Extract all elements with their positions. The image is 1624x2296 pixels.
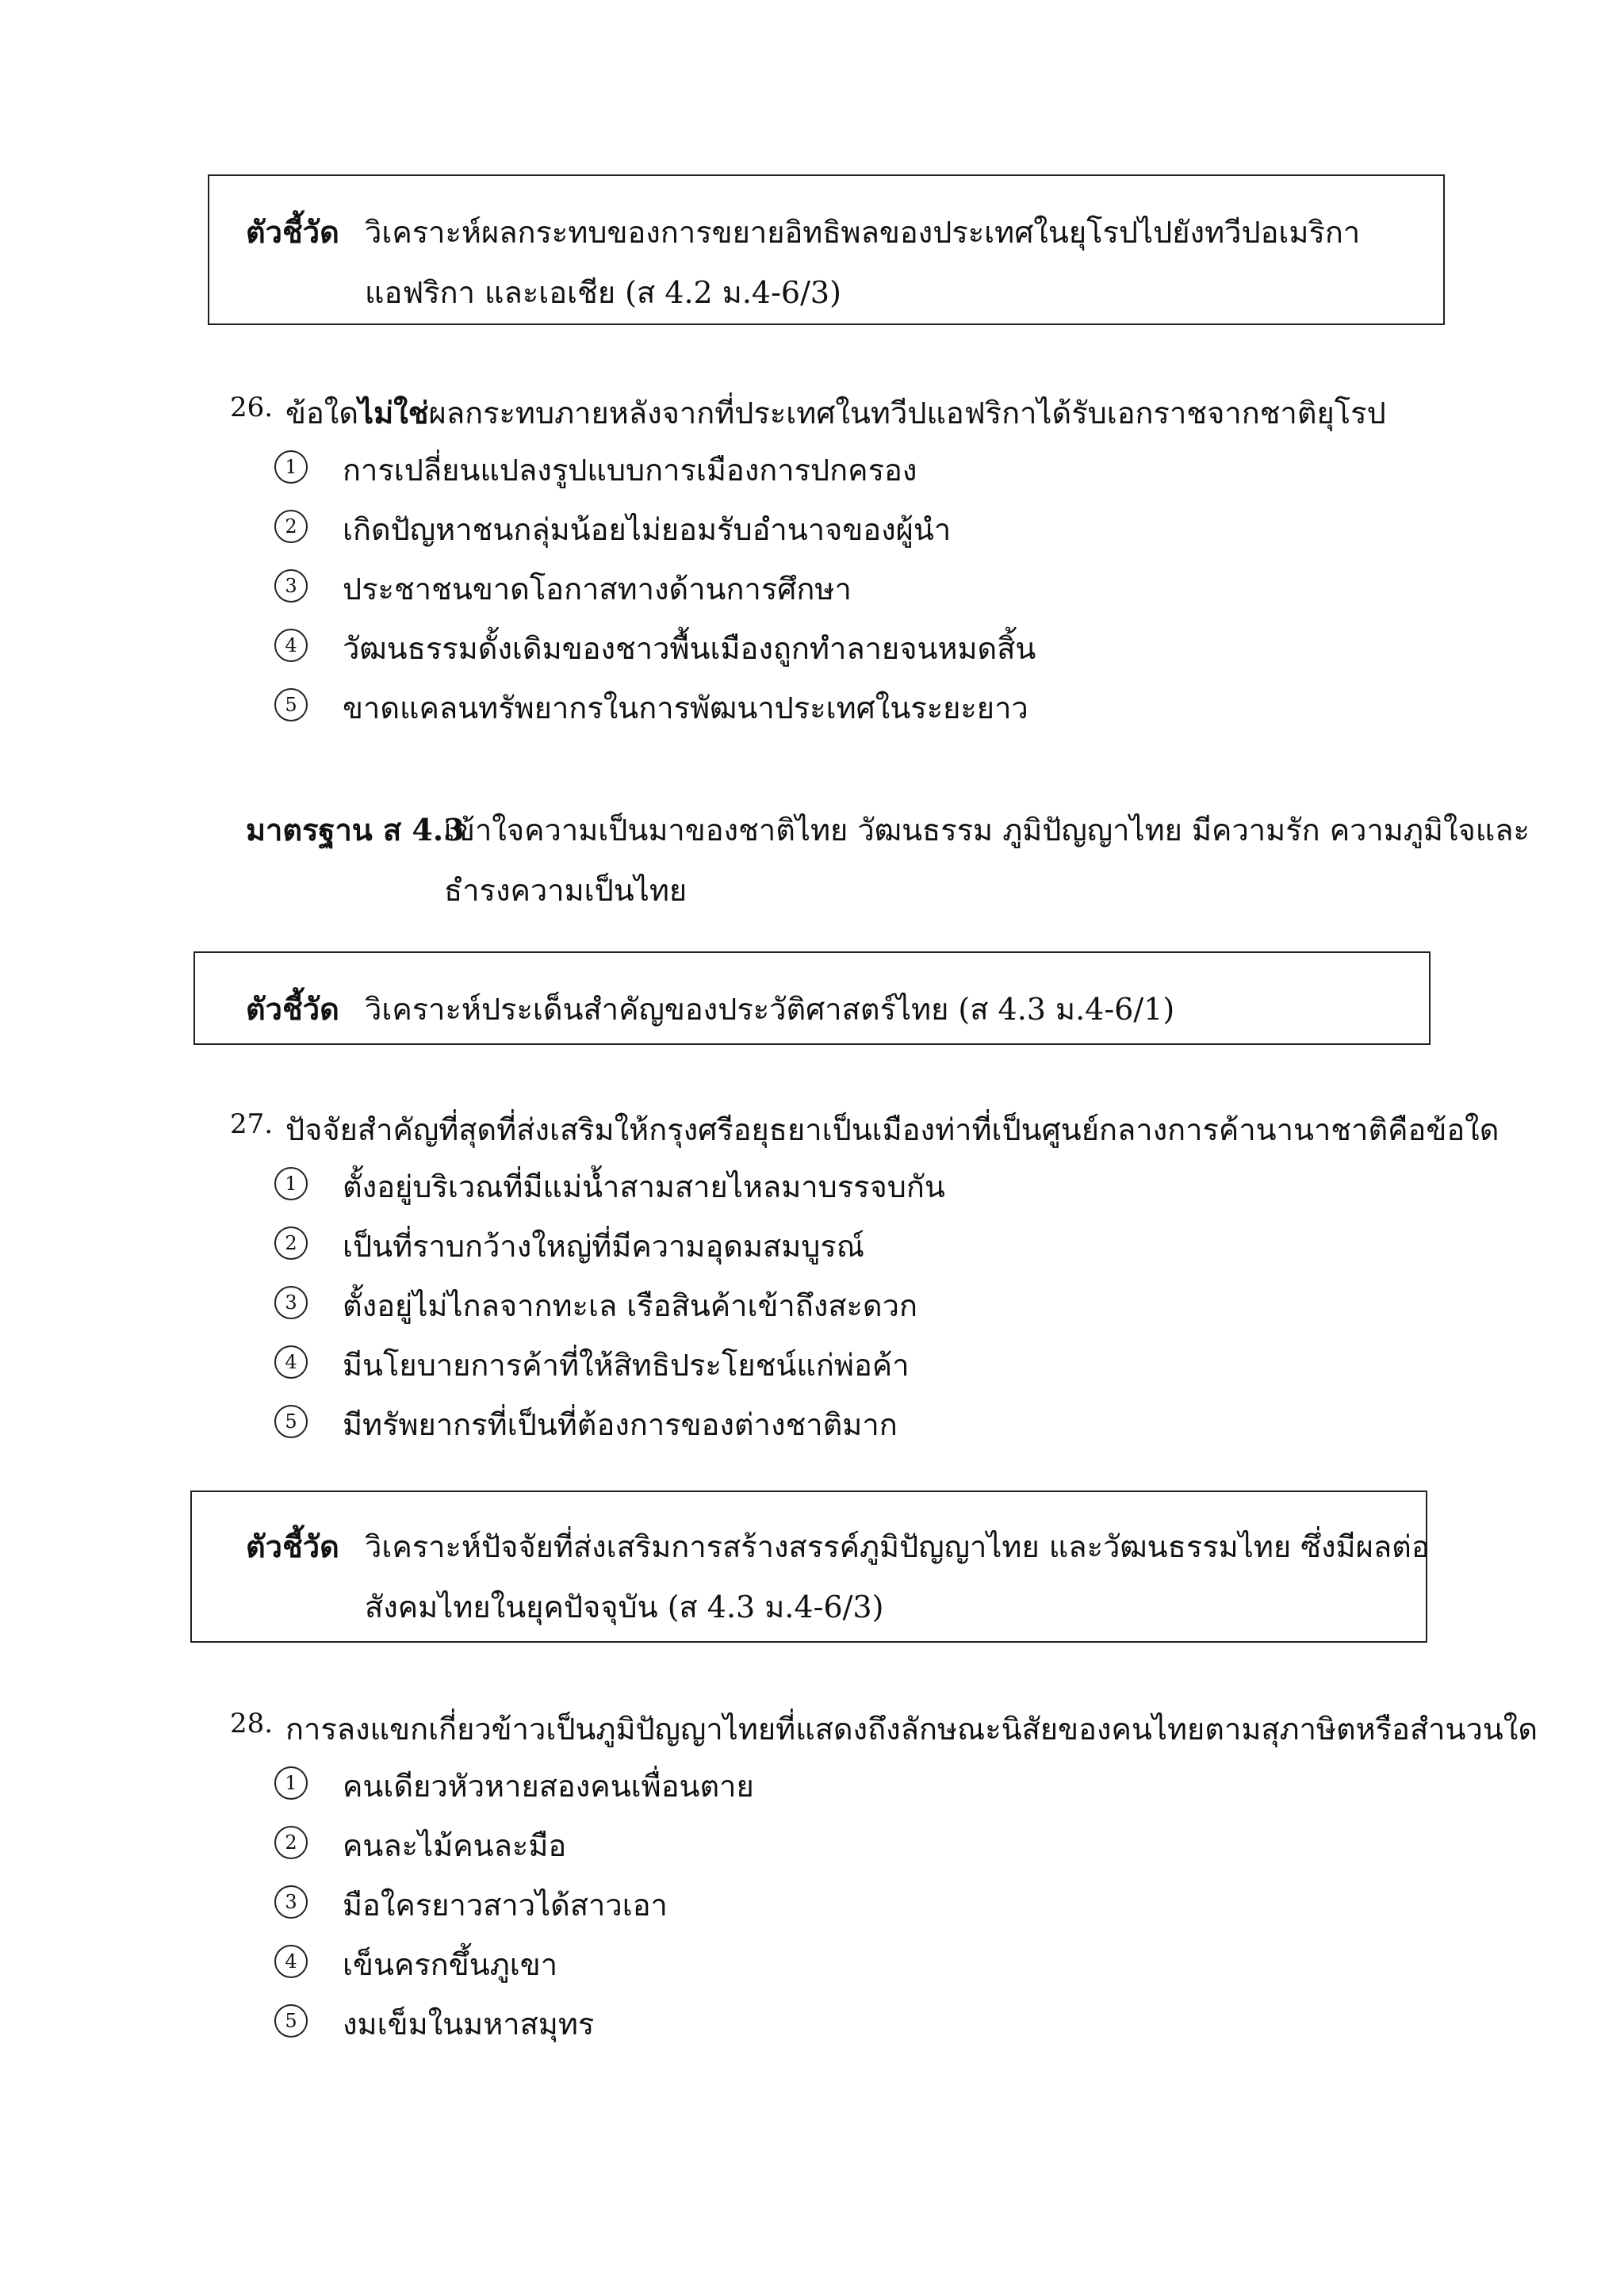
question-number: 26. (230, 392, 274, 423)
option-number-circle[interactable]: 1 (274, 1167, 308, 1200)
indicator-label: ตัวชี้วัด (246, 991, 339, 1027)
option-number-circle[interactable]: 4 (274, 629, 308, 662)
option-number-circle[interactable]: 1 (274, 450, 308, 484)
option-number-circle[interactable]: 5 (274, 1405, 308, 1438)
indicator-label: ตัวชี้วัด (246, 1529, 339, 1564)
option-text[interactable]: วัฒนธรรมดั้งเดิมของชาวพื้นเมืองถูกทำลายจนหมดสิ้น (343, 631, 1036, 666)
option-text[interactable]: มีนโยบายการค้าที่ให้สิทธิประโยชน์แก่พ่อค้า (343, 1348, 910, 1383)
indicator-text: สังคมไทยในยุคปัจจุบัน (ส 4.3 ม.4-6/3) (365, 1590, 884, 1624)
option-text[interactable]: งมเข็มในมหาสมุทร (343, 2007, 595, 2042)
option-number-circle[interactable]: 1 (274, 1766, 308, 1800)
option-text[interactable]: คนเดียวหัวหายสองคนเพื่อนตาย (343, 1769, 754, 1804)
option-number-circle[interactable]: 2 (274, 1226, 308, 1260)
option-text[interactable]: ประชาชนขาดโอกาสทางด้านการศึกษา (343, 572, 852, 607)
option-text[interactable]: มีทรัพยากรที่เป็นที่ต้องการของต่างชาติมาก (343, 1407, 898, 1442)
indicator-text: วิเคราะห์ผลกระทบของการขยายอิทธิพลของประเทศในยุโรปไปยังทวีปอเมริกา (365, 215, 1361, 250)
option-text[interactable]: คนละไม้คนละมือ (343, 1828, 567, 1863)
option-text[interactable]: การเปลี่ยนแปลงรูปแบบการเมืองการปกครอง (343, 453, 917, 488)
indicator-text: แอฟริกา และเอเชีย (ส 4.2 ม.4-6/3) (365, 275, 841, 310)
option-text[interactable]: เกิดปัญหาชนกลุ่มน้อยไม่ยอมรับอำนาจของผู้นำ (343, 512, 952, 547)
option-number-circle[interactable]: 4 (274, 1945, 308, 1978)
option-number-circle[interactable]: 3 (274, 1286, 308, 1319)
option-number-circle[interactable]: 3 (274, 569, 308, 603)
option-text[interactable]: ขาดแคลนทรัพยากรในการพัฒนาประเทศในระยะยาว (343, 691, 1028, 725)
question-text: ข้อใดไม่ใช่ผลกระทบภายหลังจากที่ประเทศในทวีปแอฟริกาได้รับเอกราชจากชาติยุโรป (285, 395, 1386, 430)
emphasis-text: ไม่ใช่ (358, 395, 429, 430)
question-text: ปัจจัยสำคัญที่สุดที่ส่งเสริมให้กรุงศรีอยุธยาเป็นเมืองท่าที่เป็นศูนย์กลางการค้านานาชาติคือข้อใด (285, 1112, 1500, 1147)
option-number-circle[interactable]: 4 (274, 1345, 308, 1379)
indicator-text: วิเคราะห์ปัจจัยที่ส่งเสริมการสร้างสรรค์ภูมิปัญญาไทย และวัฒนธรรมไทย ซึ่งมีผลต่อ (365, 1529, 1430, 1564)
option-number-circle[interactable]: 2 (274, 510, 308, 543)
standard-label: มาตรฐาน ส 4.3 (246, 812, 465, 848)
option-number-circle[interactable]: 3 (274, 1885, 308, 1919)
standard-text: เข้าใจความเป็นมาของชาติไทย วัฒนธรรม ภูมิปัญญาไทย มีความรัก ความภูมิใจและ (444, 813, 1530, 848)
option-text[interactable]: มือใครยาวสาวได้สาวเอา (343, 1888, 668, 1923)
option-text[interactable]: ตั้งอยู่ไม่ไกลจากทะเล เรือสินค้าเข้าถึงสะดวก (343, 1288, 917, 1323)
standard-text: ธำรงความเป็นไทย (444, 873, 688, 908)
indicator-label: ตัวชี้วัด (246, 214, 339, 250)
indicator-text: วิเคราะห์ประเด็นสำคัญของประวัติศาสตร์ไทย (ส 4.3 ม.4-6/1) (365, 992, 1175, 1027)
question-text: การลงแขกเกี่ยวข้าวเป็นภูมิปัญญาไทยที่แสดงถึงลักษณะนิสัยของคนไทยตามสุภาษิตหรือสำนวนใด (285, 1712, 1538, 1747)
question-number: 28. (230, 1708, 274, 1739)
question-number: 27. (230, 1108, 274, 1140)
option-text[interactable]: ตั้งอยู่บริเวณที่มีแม่น้ำสามสายไหลมาบรรจบกัน (343, 1169, 945, 1204)
option-text[interactable]: เข็นครกขึ้นภูเขา (343, 1947, 558, 1982)
option-number-circle[interactable]: 2 (274, 1826, 308, 1859)
option-number-circle[interactable]: 5 (274, 688, 308, 721)
option-number-circle[interactable]: 5 (274, 2004, 308, 2038)
option-text[interactable]: เป็นที่ราบกว้างใหญ่ที่มีความอุดมสมบูรณ์ (343, 1229, 865, 1264)
